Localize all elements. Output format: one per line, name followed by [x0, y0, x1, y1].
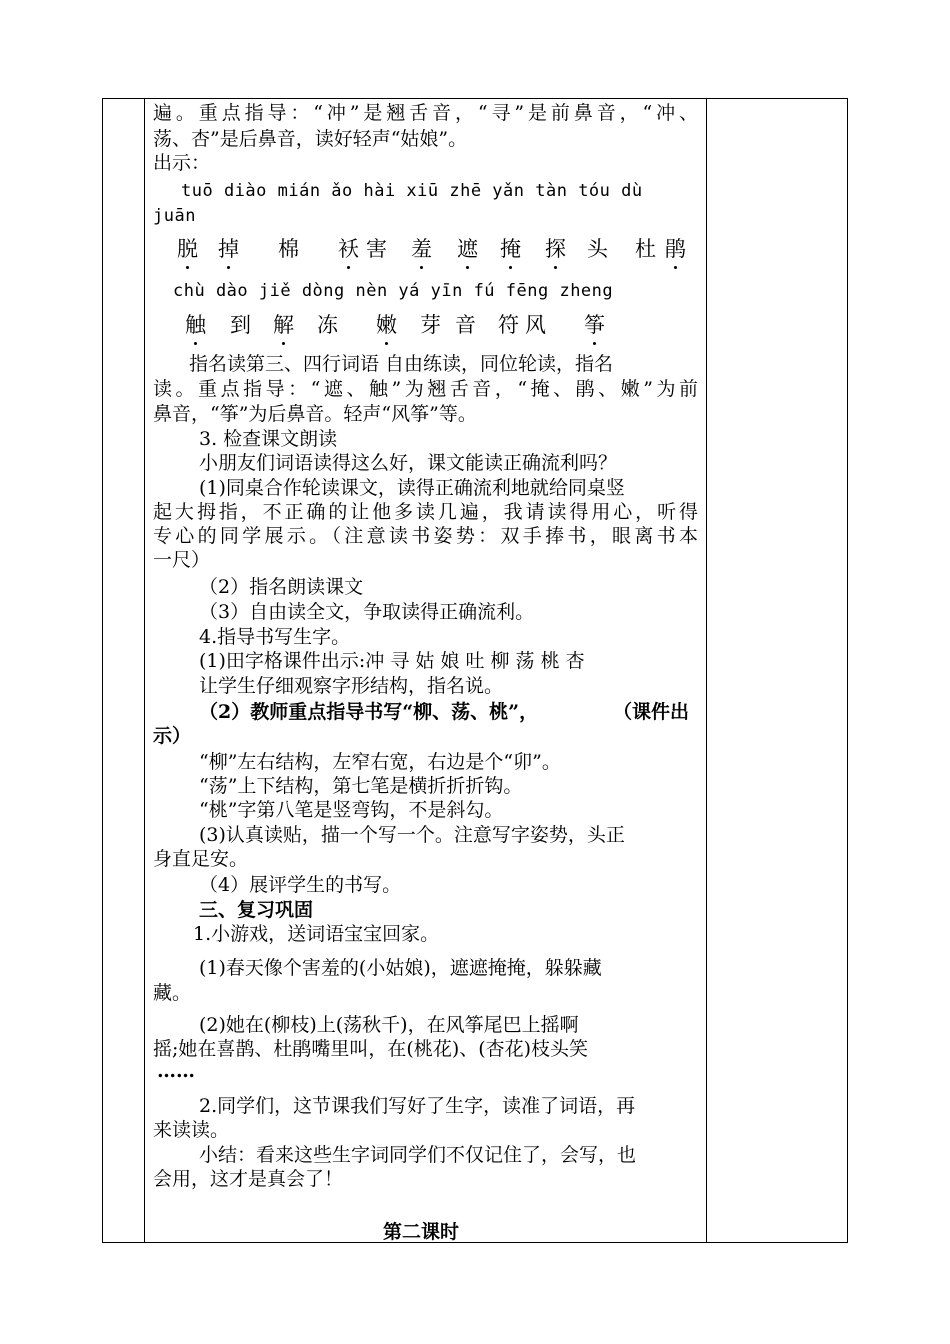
text-line: 指名读第三、四行词语 自由练读，同位轮读，指名: [189, 353, 614, 375]
text-line: (3)认真读贴，描一个写一个。注意写字姿势，头正: [199, 824, 625, 846]
vocab-char: 到: [230, 313, 251, 337]
pinyin-line: tuō diào mián ǎo hài xiū zhē yǎn tàn tóu dù: [181, 181, 643, 201]
section-heading: 三、复习巩固: [199, 899, 314, 921]
vocab-char: 遮: [457, 237, 478, 261]
text-line: (1)田字格课件出示:冲 寻 姑 娘 吐 柳 荡 桃 杏: [199, 650, 585, 672]
text-line: （3）自由读全文，争取读得正确流利。: [199, 601, 535, 623]
text-line: 出示：: [153, 152, 211, 174]
text-line: （4）展评学生的书写。: [199, 874, 402, 896]
vocab-char: 羞: [411, 237, 432, 261]
vocab-char: 掩: [500, 237, 521, 261]
lesson-plan-table: [102, 98, 848, 1243]
vocab-char: 鹃: [665, 237, 686, 261]
text-line: 来读读。: [153, 1119, 230, 1141]
text-line: 1.小游戏，送词语宝宝回家。: [193, 923, 440, 945]
text-line: 读。重点指导：“遮、触”为翘舌音，“掩、鹃、嫩”为前: [153, 378, 698, 400]
vocab-char: 触: [185, 313, 206, 337]
column-divider-right: [706, 99, 707, 1242]
vocab-char: 棉: [278, 237, 299, 261]
text-line-bold: （2）教师重点指导书写“柳、荡、桃”，: [199, 701, 539, 723]
section-title: 第二课时: [383, 1221, 460, 1243]
text-line: 遍。重点指导：“冲”是翘舌音，“寻”是前鼻音，“冲、: [153, 102, 698, 124]
text-line: 起大拇指，不正确的让他多读几遍，我请读得用心，听得: [153, 501, 698, 523]
vocab-char: 掉: [218, 237, 239, 261]
vocab-char: 探: [545, 237, 566, 261]
text-line: 让学生仔细观察字形结构，指名说。: [199, 675, 504, 697]
vocab-char: 嫩: [376, 313, 397, 337]
text-line: 一尺）: [153, 549, 211, 571]
text-line: 身直足安。: [153, 848, 249, 870]
vocab-chars-row-1: [153, 237, 698, 277]
text-line-bold: （课件出: [613, 701, 690, 723]
vocab-char: 芽: [420, 313, 441, 337]
vocab-char: 脱: [177, 237, 198, 261]
text-line: 专心的同学展示。（注意读书姿势：双手捧书，眼离书本: [153, 525, 698, 547]
text-line: “柳”左右结构，左窄右宽，右边是个“卯”。: [199, 751, 561, 773]
pinyin-line: chù dào jiě dòng nèn yá yīn fú fēng zheng: [173, 281, 614, 301]
vocab-char: 杜: [635, 237, 656, 261]
text-line: 鼻音，“筝”为后鼻音。轻声“风筝”等。: [153, 403, 477, 425]
vocab-char: 袄: [338, 237, 359, 261]
text-line: 会用，这才是真会了！: [153, 1168, 344, 1190]
text-line: “荡”上下结构，第七笔是横折折折钩。: [199, 775, 523, 797]
text-line: (1)同桌合作轮读课文，读得正确流利地就给同桌竖: [199, 477, 625, 499]
text-line: 4.指导书写生字。: [199, 626, 351, 648]
lesson-content-cell: [153, 99, 698, 1242]
vocab-char: 风: [525, 313, 546, 337]
ellipsis-text: ……: [157, 1060, 195, 1082]
vocab-char: 筝: [584, 313, 605, 337]
text-line: 摇;她在喜鹊、杜鹃嘴里叫，在(桃花)、(杏花)枝头笑: [153, 1038, 589, 1060]
text-line: 3. 检查课文朗读: [199, 428, 338, 450]
text-line: 小朋友们词语读得这么好，课文能读正确流利吗？: [199, 452, 618, 474]
text-line: 小结：看来这些生字词同学们不仅记住了，会写，也: [199, 1144, 637, 1166]
text-line: （2）指名朗读课文: [199, 576, 364, 598]
text-line: (1)春天像个害羞的(小姑娘)，遮遮掩掩，躲躲藏: [199, 957, 602, 979]
vocab-char: 解: [273, 313, 294, 337]
text-line: 荡、杏”是后鼻音，读好轻声“姑娘”。: [153, 128, 468, 150]
vocab-char: 冻: [317, 313, 338, 337]
text-line-bold: 示）: [153, 725, 192, 747]
vocab-char: 头: [587, 237, 608, 261]
pinyin-line: juān: [153, 206, 196, 226]
vocab-char: 符: [498, 313, 519, 337]
column-divider-left: [144, 99, 145, 1242]
vocab-chars-row-2: [153, 313, 698, 353]
vocab-char: 音: [455, 313, 476, 337]
text-line: (2)她在(柳枝)上(荡秋千)，在风筝尾巴上摇啊: [199, 1014, 579, 1036]
vocab-char: 害: [366, 237, 387, 261]
text-line: 2.同学们，这节课我们写好了生字，读准了词语，再: [199, 1095, 636, 1117]
text-line: “桃”字第八笔是竖弯钩，不是斜勾。: [199, 799, 504, 821]
text-line: 藏。: [153, 982, 192, 1004]
